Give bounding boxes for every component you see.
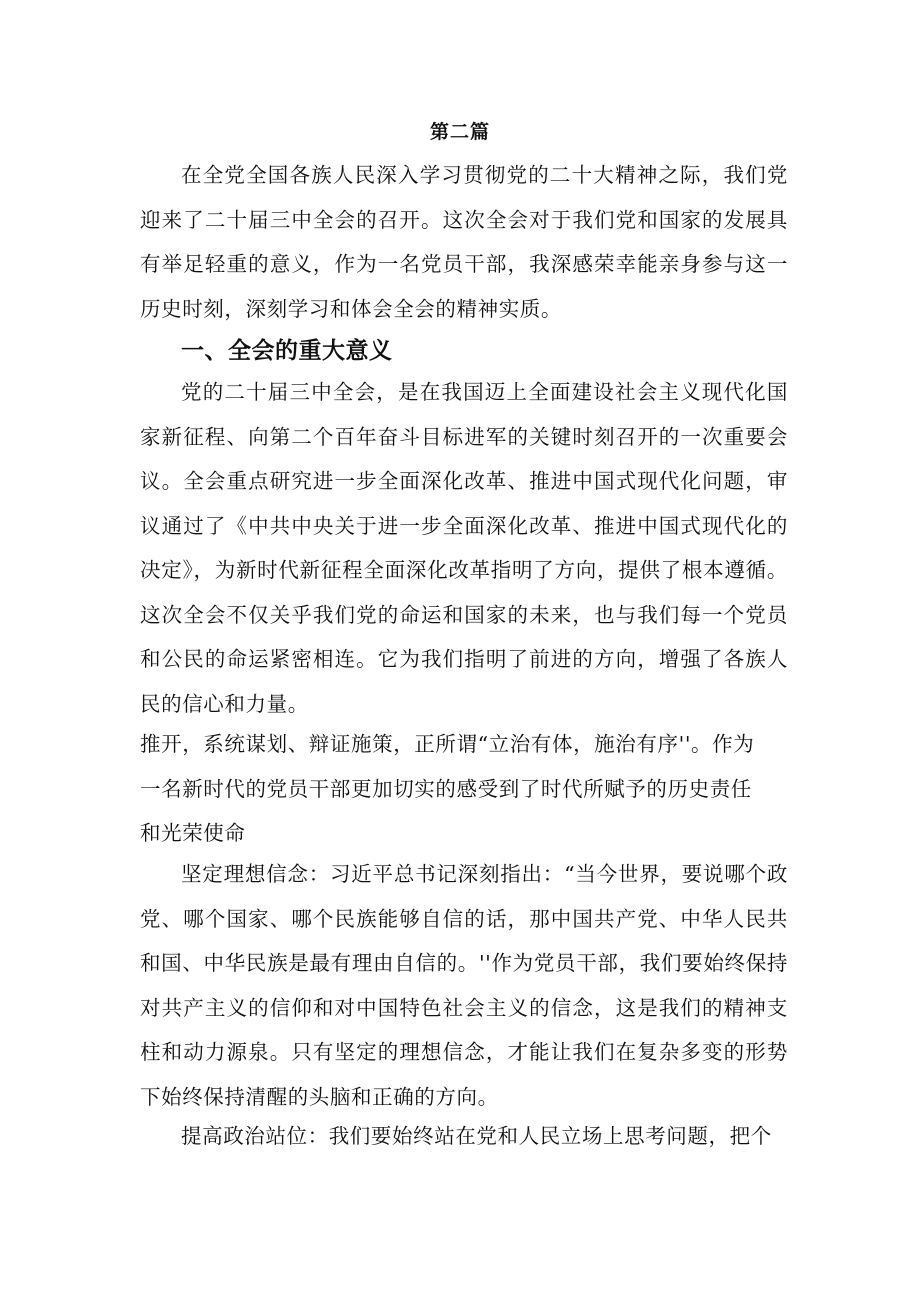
fragment-line: 推开，系统谋划、辩证施策，正所谓“立治有体，施治有序''。作为 [140,732,755,756]
ideals-paragraph: 坚定理想信念：习近平总书记深刻指出：“当今世界，要说哪个政党、哪个国家、哪个民族能够自信的话，那中国共产党、中华人民共和国、中华民族是最有理由自信的。''作为党员干部，我们要始终保持对共产主义的信仰和对中国特色社会主义的信念，这是我们的精神支柱和动力源泉。只有坚定的理想信念，才能让我们在复杂多变的形势下始终保持清醒的头脑和正确的方向。 [140,862,788,1109]
intro-paragraph: 在全党全国各族人民深入学习贯彻党的二十大精神之际，我们党迎来了二十届三中全会的召开。这次全会对于我们党和国家的发展具有举足轻重的意义，作为一名党员干部，我深感荣幸能亲身参与这一历史时刻，深刻学习和体会全会的精神实质。 [140,163,788,321]
politics-paragraph: 提高政治站位：我们要始终站在党和人民立场上思考问题，把个 [181,1124,772,1148]
section-heading: 一、全会的重大意义 [181,338,393,364]
fragment-paragraph [140,722,800,856]
significance-paragraph: 党的二十届三中全会，是在我国迈上全面建设社会主义现代化国家新征程、向第二个百年奋斗目标进军的关键时刻召开的一次重要会议。全会重点研究进一步全面深化改革、推进中国式现代化问题，审议通过了《中共中央关于进一步全面深化改革、推进中国式现代化的决定》，为新时代新征程全面深化改革指明了方向，提供了根本遵循。这次全会不仅关乎我们党的命运和国家的未来，也与我们每一个党员和公民的命运紧密相连。它为我们指明了前进的方向，增强了各族人民的信心和力量。 [140,380,788,716]
fragment-line: 一名新时代的党员干部更加切实的感受到了时代所赋予的历史责任 [140,776,752,801]
document-title: 第二篇 [429,121,490,143]
fragment-line: 和光荣使命 [140,821,246,845]
